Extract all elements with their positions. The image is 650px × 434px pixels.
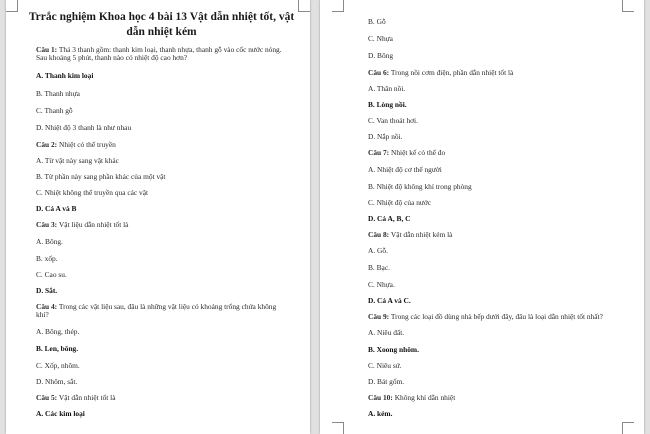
document-page-1: [6, 0, 310, 434]
answer-option: A. Nhiệt độ cơ thể người: [368, 165, 442, 174]
crop-mark: [6, 0, 18, 12]
answer-option: B. Bạc.: [368, 263, 390, 272]
crop-mark: [298, 0, 310, 12]
answer-option: A. Thân nồi.: [368, 84, 406, 93]
question-text: Nhiệt kế có thể đo: [389, 148, 446, 157]
question-text: Trong các vật liệu sau, đâu là những vật liệu có khoảng trống chứa không: [57, 302, 277, 311]
question-7: [368, 149, 445, 157]
question-text: Thả 3 thanh gồm: thanh kim loại, thanh nhựa, thanh gỗ vào cốc nước nóng.: [57, 45, 282, 54]
answer-option: D. Nắp nồi.: [368, 132, 403, 141]
question-text: Trong các loại đồ dùng nhà bếp dưới đây, đâu là loại dẫn nhiệt tốt nhất?: [389, 312, 603, 321]
question-text: Nhiệt có thể truyền: [57, 140, 116, 149]
question-text: Vật dẫn nhiệt kém là: [389, 230, 453, 239]
answer-option: C. Cao su.: [36, 270, 67, 279]
answer-option: B. Len, bông.: [36, 344, 79, 353]
answer-option: B. Từ phần này sang phần khác của một vật: [36, 172, 166, 181]
answer-option: C. Nhiệt độ của nước: [368, 198, 432, 207]
answer-option: C. Nhựa.: [368, 280, 395, 289]
question-number: Câu 2:: [36, 140, 58, 149]
answer-option: A. kém.: [368, 409, 393, 418]
crop-mark: [622, 0, 634, 12]
answer-option: D. Bát gốm.: [368, 377, 405, 386]
question-9: [368, 313, 603, 321]
answer-option: A. Bông, thép.: [36, 327, 80, 336]
question-4: [36, 303, 276, 311]
answer-option: B. Lòng nồi.: [368, 100, 407, 109]
answer-option: D. Nhiệt độ 3 thanh là như nhau: [36, 123, 132, 132]
question-number: Câu 8:: [368, 230, 390, 239]
answer-option: A. Thanh kim loại: [36, 71, 94, 80]
answer-option: C. Xốp, nhôm.: [36, 361, 80, 370]
question-text: Vật liệu dẫn nhiệt tốt là: [57, 220, 129, 229]
answer-option: D. Cả A, B, C: [368, 214, 411, 223]
question-number: Câu 3:: [36, 220, 58, 229]
answer-option: A. Gỗ.: [368, 246, 388, 255]
question-number: Câu 6:: [368, 68, 390, 77]
document-page-2: [320, 0, 644, 434]
question-number: Câu 4:: [36, 302, 58, 311]
answer-option: A. Từ vật này sang vật khác: [36, 156, 119, 165]
question-3: [36, 221, 128, 229]
answer-option: A. Bông.: [36, 237, 63, 246]
question-text: Vật dẫn nhiệt tốt là: [57, 393, 116, 402]
question-5: [36, 394, 116, 402]
question-6: [368, 69, 513, 77]
question-10: [368, 394, 455, 402]
answer-option: A. Niêu đất.: [368, 328, 405, 337]
question-number: Câu 7:: [368, 148, 390, 157]
question-8: [368, 231, 452, 239]
answer-option: C. Thanh gỗ: [36, 106, 73, 115]
question-number: Câu 5:: [36, 393, 58, 402]
answer-option: B. Nhiệt độ không khí trong phòng: [368, 182, 472, 191]
answer-option: C. Van thoát hơi.: [368, 116, 418, 125]
answer-option: A. Các kim loại: [36, 409, 85, 418]
answer-option: D. Sắt.: [36, 286, 58, 295]
answer-option: B. Xoong nhôm.: [368, 345, 419, 354]
answer-option: D. Nhôm, sắt.: [36, 377, 78, 386]
question-number: Câu 1:: [36, 45, 58, 54]
crop-mark: [332, 422, 344, 434]
crop-mark: [332, 0, 344, 12]
answer-option: C. Niêu sứ.: [368, 361, 402, 370]
question-text: Trong nồi cơm điện, phần dẫn nhiệt tốt là: [389, 68, 514, 77]
question-number: Câu 9:: [368, 312, 390, 321]
crop-mark: [622, 422, 634, 434]
answer-option: B. xốp.: [36, 254, 58, 263]
document-title: Trrắc nghiệm Khoa học 4 bài 13 Vật dẫn nhiệt tốt, vật dẫn nhiệt kém: [28, 11, 295, 38]
question-2: [36, 141, 116, 149]
answer-option: D. Cả A và C.: [368, 296, 411, 305]
answer-option: C. Nhiệt không thể truyền qua các vật: [36, 188, 149, 197]
question-text: Không khí dẫn nhiệt: [392, 393, 456, 402]
answer-option: B. Gỗ: [368, 17, 386, 26]
answer-option: C. Nhựa: [368, 34, 393, 43]
answer-option: D. Cả A và B: [36, 204, 77, 213]
question-4-continued: khí?: [36, 310, 49, 319]
answer-option: B. Thanh nhựa: [36, 89, 80, 98]
answer-option: D. Bông: [368, 51, 394, 60]
question-number: Câu 10:: [368, 393, 393, 402]
question-1-continued: Sau khoảng 5 phút, thanh nào có nhiệt độ cao hơn?: [36, 53, 188, 62]
